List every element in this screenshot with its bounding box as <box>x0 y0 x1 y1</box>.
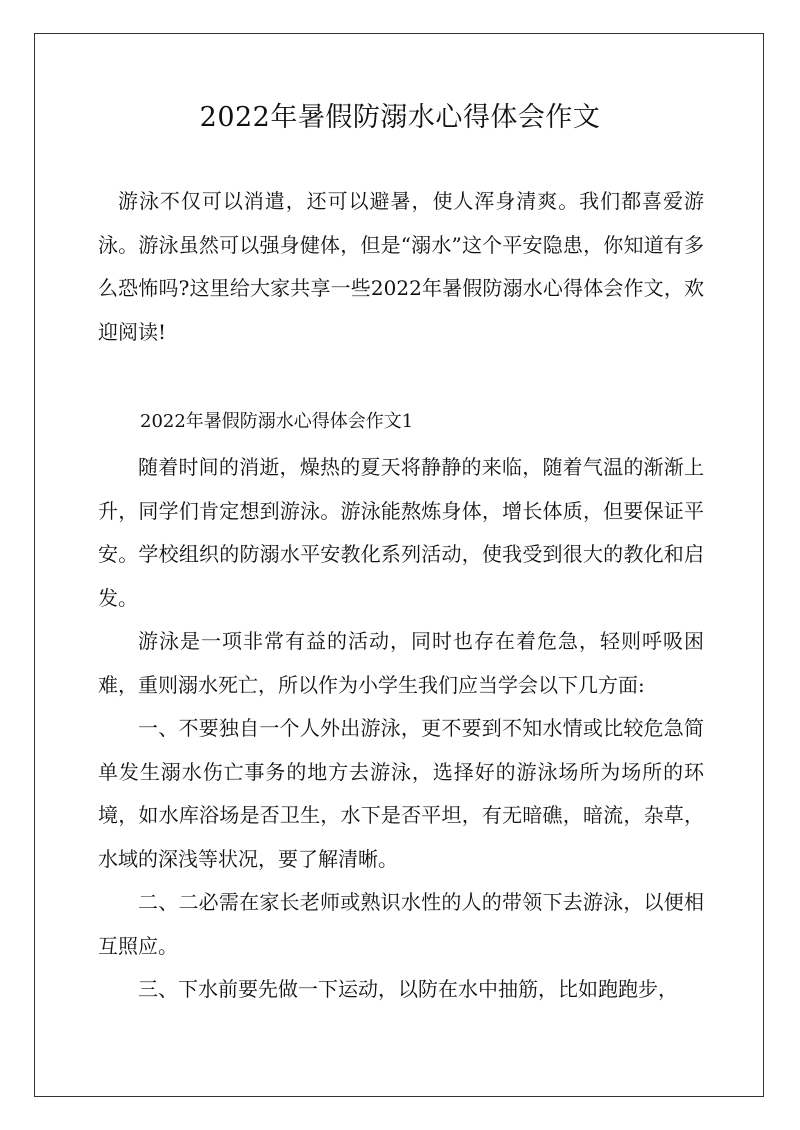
document-body <box>98 180 704 1012</box>
document-title: 2022年暑假防溺水心得体会作文 <box>199 102 601 133</box>
body-paragraph-3: 一、不要独自一个人外出游泳，更不要到不知水情或比较危急简单发生溺水伤亡事务的地方去游泳，选择好的游泳场所为场所的环境，如水库浴场是否卫生，水下是否平坦，有无暗礁，暗流，杂草，水域的深浅等状况，要了解清晰。 <box>98 716 704 871</box>
body-paragraph-5: 三、下水前要先做一下运动，以防在水中抽筋，比如跑跑步， <box>138 977 678 1001</box>
body-paragraph-4: 二、二必需在家长老师或熟识水性的人的带领下去游泳，以便相互照应。 <box>98 890 704 958</box>
paragraph-spacer <box>98 354 704 398</box>
body-paragraph-1: 随着时间的消逝，燥热的夏天将静静的来临，随着气温的渐渐上升，同学们肯定想到游泳。游泳能熬炼身体，增长体质，但要保证平安。学校组织的防溺水平安教化系列活动，使我受到很大的教化和启发。 <box>98 455 704 610</box>
body-paragraph-2: 游泳是一项非常有益的活动，同时也存在着危急，轻则呼吸困难，重则溺水死亡，所以作为小学生我们应当学会以下几方面: <box>98 629 704 697</box>
section-title: 2022年暑假防溺水心得体会作文1 <box>140 411 414 432</box>
intro-paragraph: 游泳不仅可以消遣，还可以避暑，使人浑身清爽。我们都喜爱游泳。游泳虽然可以强身健体，但是“溺水”这个平安隐患，你知道有多么恐怖吗?这里给大家共享一些2022年暑假防溺水心得体会作文，欢迎阅读! <box>98 189 704 344</box>
